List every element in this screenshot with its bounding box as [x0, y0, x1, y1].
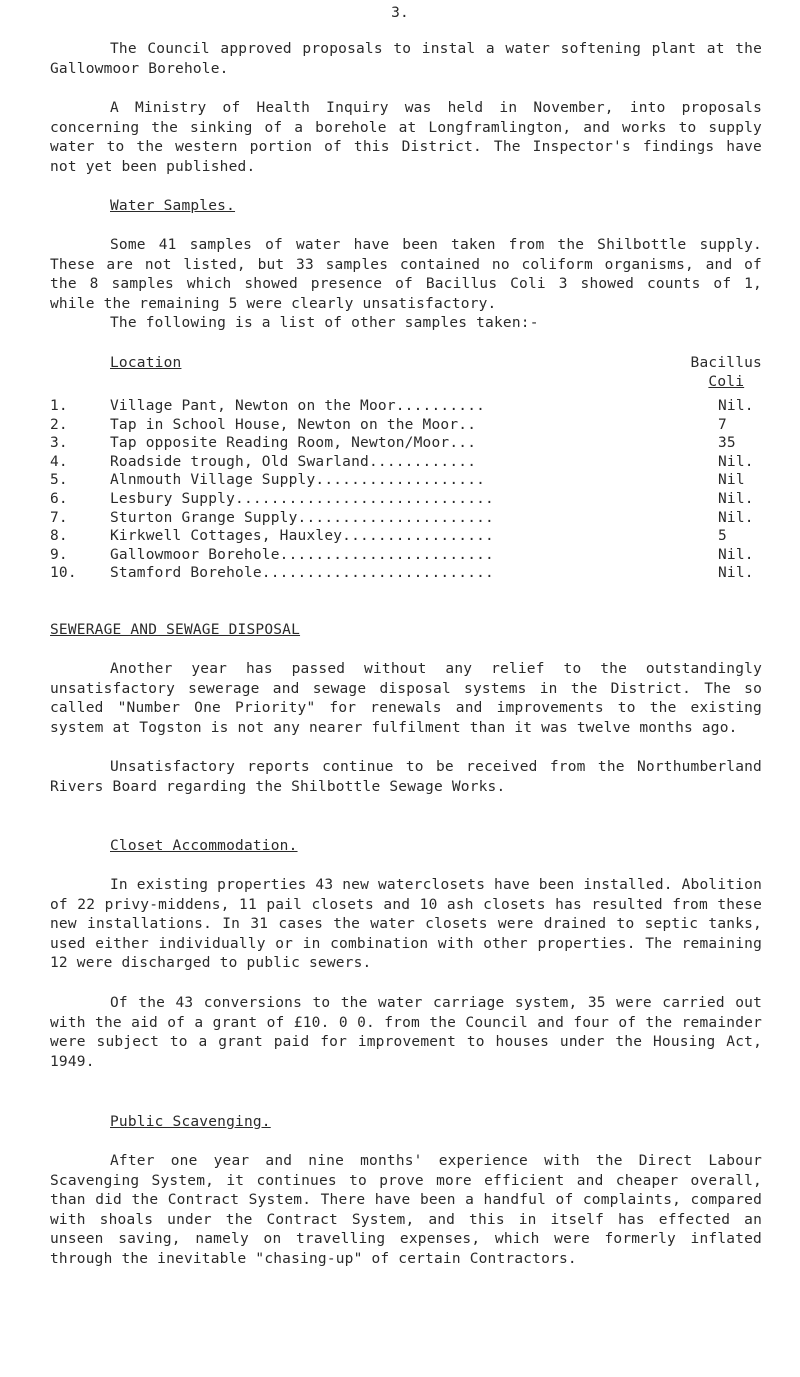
- row-number: 5.: [50, 472, 68, 489]
- row-number: 9.: [50, 546, 68, 563]
- row-value: 35: [718, 435, 736, 452]
- page-number: 3.: [391, 5, 409, 21]
- closet-paragraph-2: [50, 994, 762, 1072]
- scavenging-paragraph: [50, 1152, 762, 1270]
- row-number: 1.: [50, 398, 68, 414]
- row-number: 10.: [50, 565, 77, 582]
- row-location: Lesbury Supply.............................: [110, 490, 494, 507]
- scavenging-heading: Public Scavenging.: [110, 1114, 271, 1130]
- intro-paragraph-1: [50, 40, 762, 79]
- coli-label: Coli: [708, 374, 745, 390]
- row-location: Village Pant, Newton on the Moor..........: [110, 398, 486, 414]
- row-value: Nil: [718, 472, 745, 489]
- sewerage-text-2: Unsatisfactory reports continue to be received from the Northumberland Rivers Board regarding the Shilbottle Sewage Works.: [50, 759, 762, 795]
- row-value: Nil.: [718, 509, 754, 526]
- sewerage-heading-block: [50, 621, 762, 641]
- samples-list-intro-text: The following is a list of other samples taken:-: [110, 315, 539, 331]
- table-row: [50, 434, 762, 453]
- sewerage-heading: SEWERAGE AND SEWAGE DISPOSAL: [50, 622, 301, 638]
- row-value: Nil.: [718, 490, 754, 507]
- samples-table: [50, 354, 762, 583]
- table-row: [50, 546, 762, 565]
- sewerage-text-1: Another year has passed without any relief to the outstandingly unsatisfactory sewerage and sewage disposal systems in the District. The so called "Number One Priority" for renewals and improvements to the existing system at Togston is not any nearer fulfilment than it was twelve months ago.: [50, 661, 762, 736]
- row-number: 3.: [50, 435, 68, 452]
- sewerage-paragraph-2: [50, 758, 762, 797]
- bacillus-label: Bacillus: [690, 355, 762, 371]
- row-number: 4.: [50, 453, 68, 470]
- row-location: Roadside trough, Old Swarland............: [110, 453, 477, 470]
- table-row: [50, 564, 762, 583]
- water-softening-text: The Council approved proposals to instal a water softening plant at the Gallowmoor Borehole.: [50, 41, 762, 77]
- samples-table-header: [50, 354, 762, 394]
- row-number: 7.: [50, 509, 68, 526]
- closet-text-1: In existing properties 43 new waterclosets have been installed. Abolition of 22 privy-middens, 11 pail closets and 10 ash closets has resulted from these new installations. In 31 cases the water closets were drained to septic tanks, used either individually or in combination with other properties. The remaining 12 were discharged to public sewers.: [50, 877, 762, 972]
- closet-heading-block: [50, 837, 762, 857]
- table-row: [50, 490, 762, 509]
- row-value: Nil.: [718, 398, 754, 414]
- water-samples-heading: Water Samples.: [110, 198, 236, 214]
- sewerage-paragraph-1: [50, 660, 762, 738]
- table-row: [50, 397, 762, 416]
- samples-list-intro: [50, 314, 762, 334]
- table-row: [50, 527, 762, 546]
- row-value: Nil.: [718, 565, 754, 582]
- intro-paragraph-2: [50, 99, 762, 177]
- table-row: [50, 471, 762, 490]
- closet-paragraph-1: [50, 876, 762, 974]
- row-value: 5: [718, 528, 727, 545]
- row-location: Tap in School House, Newton on the Moor..: [110, 416, 477, 433]
- row-number: 2.: [50, 416, 68, 433]
- water-samples-text: Some 41 samples of water have been taken from the Shilbottle supply. These are not listed, but 33 samples contained no coliform organisms, and of the 8 samples which showed presence of Bacillus Coli 3 showed counts of 1, while the remaining 5 were clearly unsatisfactory.: [50, 237, 762, 312]
- row-location: Tap opposite Reading Room, Newton/Moor...: [110, 435, 477, 452]
- row-value: Nil.: [718, 546, 754, 563]
- row-number: 6.: [50, 490, 68, 507]
- row-value: Nil.: [718, 453, 754, 470]
- location-column-header: Location: [110, 355, 182, 371]
- table-row: [50, 509, 762, 528]
- closet-text-2: Of the 43 conversions to the water carriage system, 35 were carried out with the aid of a grant of £10. 0 0. from the Council and four of the remainder were subject to a grant paid for improvement to houses under the Housing Act, 1949.: [50, 995, 762, 1070]
- row-location: Kirkwell Cottages, Hauxley.................: [110, 528, 494, 545]
- row-location: Stamford Borehole..........................: [110, 565, 494, 582]
- table-row: [50, 416, 762, 435]
- water-samples-heading-block: [50, 197, 762, 217]
- row-value: 7: [718, 416, 727, 433]
- row-location: Alnmouth Village Supply...................: [110, 472, 486, 489]
- row-number: 8.: [50, 528, 68, 545]
- row-location: Gallowmoor Borehole........................: [110, 546, 494, 563]
- table-row: [50, 453, 762, 472]
- scavenging-text: After one year and nine months' experience with the Direct Labour Scavenging System, it continues to prove more efficient and cheaper overall, than did the Contract System. There have been a handful of complaints, compared with shoals under the Contract System, and this in itself has effected an unseen saving, namely on travelling expenses, which were formerly inflated through the inevitable "chasing-up" of certain Contractors.: [50, 1153, 762, 1267]
- row-location: Sturton Grange Supply......................: [110, 509, 494, 526]
- scavenging-heading-block: [50, 1113, 762, 1133]
- bacillus-coli-column-header: [691, 354, 762, 392]
- water-samples-paragraph: [50, 236, 762, 314]
- closet-heading: Closet Accommodation.: [110, 838, 298, 854]
- ministry-inquiry-text: A Ministry of Health Inquiry was held in November, into proposals concerning the sinking of a borehole at Longframlington, and works to supply water to the western portion of this District. The Inspector's findings have not yet been published.: [50, 100, 762, 175]
